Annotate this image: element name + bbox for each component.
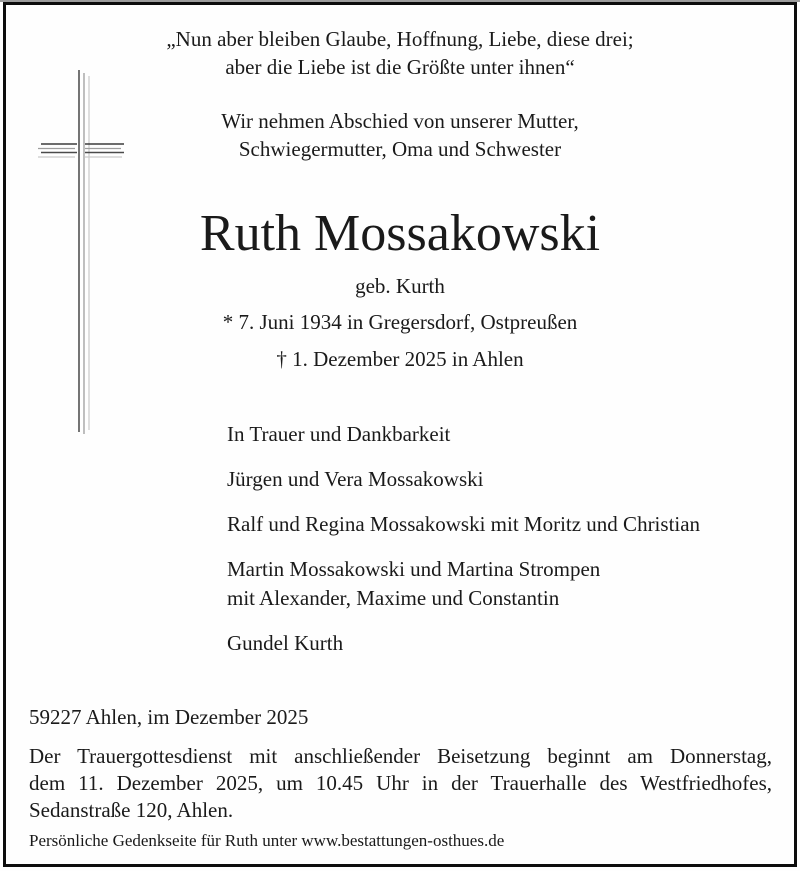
memorial-page-note: Persönliche Gedenkseite für Ruth unter www.bestattungen-osthues.de [29, 831, 505, 850]
mourner-entry [227, 629, 700, 658]
bible-quote [0, 25, 800, 81]
farewell-line-1: Wir nehmen Abschied von unserer Mutter, [221, 109, 579, 133]
death-line: † 1. Dezember 2025 in Ahlen [276, 347, 524, 371]
mourner-line: mit Alexander, Maxime und Constantin [227, 586, 560, 610]
mourner-entry [227, 555, 700, 613]
farewell-text [0, 107, 800, 163]
quote-line-1: „Nun aber bleiben Glaube, Hoffnung, Liebe, diese drei; [166, 27, 634, 51]
service-line-2: dem 11. Dezember 2025, um 10.45 Uhr in der Trauerhalle des Westfriedhofes, [29, 771, 772, 795]
mourner-line: Ralf und Regina Mossakowski mit Moritz und Christian [227, 512, 701, 536]
mourner-line: Gundel Kurth [227, 631, 344, 655]
service-line-3: Sedanstraße 120, Ahlen. [29, 798, 234, 822]
service-line-1: Der Trauergottesdienst mit anschließender Beisetzung beginnt am Donnerstag, [29, 744, 772, 768]
mourner-line: Martin Mossakowski und Martina Strompen [227, 557, 601, 581]
farewell-line-2: Schwiegermutter, Oma und Schwester [238, 137, 562, 161]
mourner-entry [227, 510, 700, 539]
place-and-date: 59227 Ahlen, im Dezember 2025 [29, 705, 309, 729]
quote-line-2: aber die Liebe ist die Größte unter ihnen“ [225, 55, 575, 79]
mourners-section [227, 420, 700, 674]
deceased-name: Ruth Mossakowski [199, 205, 601, 262]
mourner-line: Jürgen und Vera Mossakowski [227, 467, 484, 491]
mourning-intro: In Trauer und Dankbarkeit [227, 422, 451, 446]
funeral-service-info [29, 743, 772, 824]
maiden-name: geb. Kurth [355, 274, 445, 298]
birth-line: * 7. Juni 1934 in Gregersdorf, Ostpreußen [222, 310, 578, 334]
mourner-entry [227, 465, 700, 494]
